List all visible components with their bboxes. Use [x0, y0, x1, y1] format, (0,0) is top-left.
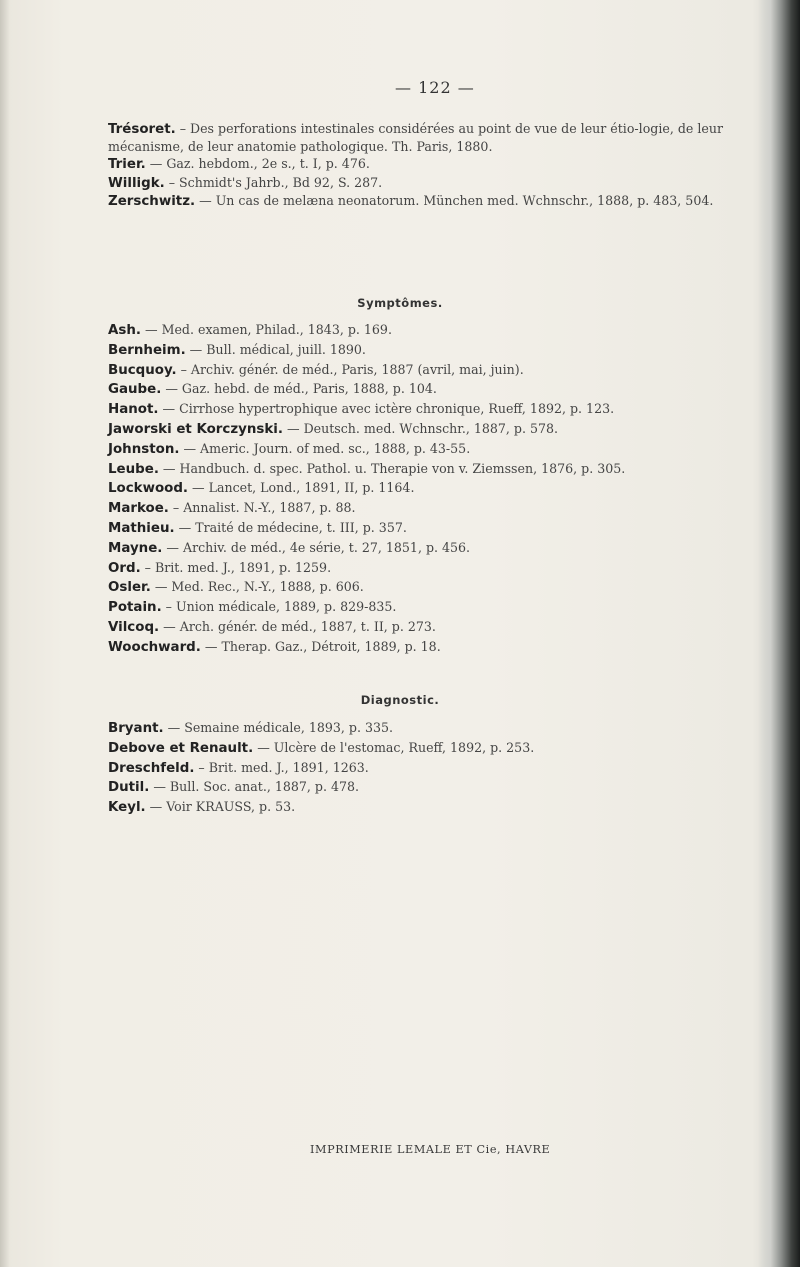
- bibliography-entry: [108, 559, 768, 577]
- entry-author: Vilcoq.: [108, 619, 160, 635]
- entry-citation: — Gaz. hebd. de méd., Paris, 1888, p. 104.: [161, 381, 437, 397]
- entry-citation: — Therap. Gaz., Détroit, 1889, p. 18.: [200, 638, 441, 654]
- entry-citation: – Brit. med. J., 1891, p. 1259.: [140, 559, 332, 575]
- entry-citation: — Cirrhose hypertrophique avec ictère chronique, Rueff, 1892, p. 123.: [158, 401, 615, 417]
- entry-citation: — Lancet, Lond., 1891, II, p. 1164.: [188, 480, 415, 496]
- entry-citation: — Semaine médicale, 1893, p. 335.: [163, 720, 394, 735]
- entry-author: Johnston.: [108, 441, 180, 457]
- entry-citation: – Des perforations intestinales considérées au point de vue de leur étio-logie, de leur mécanisme, de leur anatomie pathologique. Th. Paris, 1880.: [108, 121, 723, 155]
- bibliography-entry: [108, 759, 768, 777]
- entry-author: Gaube.: [108, 382, 162, 398]
- section-heading-symptomes: Symptômes.: [357, 296, 443, 310]
- entry-author: Keyl.: [108, 800, 146, 816]
- entry-citation: – Annalist. N.-Y., 1887, p. 88.: [168, 500, 356, 516]
- entry-citation: — Americ. Journ. of med. sc., 1888, p. 43-55.: [179, 440, 471, 456]
- entry-author: Markoe.: [108, 501, 169, 517]
- bibliography-entry: [108, 598, 768, 616]
- entry-author: Trésoret.: [108, 122, 176, 137]
- entry-citation: – Brit. med. J., 1891, 1263.: [194, 759, 369, 775]
- entry-citation: — Med. Rec., N.-Y., 1888, p. 606.: [150, 579, 364, 595]
- preface-entries: [108, 120, 763, 210]
- entry-author: Willigk.: [108, 175, 165, 191]
- bibliography-entry: [108, 174, 763, 192]
- entry-author: Ord.: [108, 560, 141, 576]
- entry-citation: — Handbuch. d. spec. Pathol. u. Therapie von v. Ziemssen, 1876, p. 305.: [158, 460, 626, 476]
- bibliography-entry: [108, 361, 768, 379]
- bibliography-entry: [108, 380, 768, 398]
- entry-author: Mathieu.: [108, 520, 175, 536]
- bibliography-entry: [108, 798, 768, 816]
- entry-author: Potain.: [108, 600, 162, 616]
- page-number: — 122 —: [395, 78, 475, 97]
- bibliography-entry: [108, 155, 763, 173]
- bibliography-entry: [108, 420, 768, 438]
- entry-author: Debove et Renault.: [108, 740, 254, 756]
- entry-author: Zerschwitz.: [108, 193, 196, 209]
- entry-author: Mayne.: [108, 540, 163, 556]
- bibliography-entry: [108, 120, 763, 155]
- bibliography-entry: [108, 739, 768, 757]
- entry-citation: — Voir KRAUSS, p. 53.: [145, 799, 296, 815]
- symptomes-entries: [108, 321, 768, 658]
- bibliography-entry: [108, 519, 768, 537]
- entry-citation: — Ulcère de l'estomac, Rueff, 1892, p. 253.: [253, 739, 535, 755]
- entry-author: Jaworski et Korczynski.: [108, 421, 283, 437]
- entry-citation: — Traité de médecine, t. III, p. 357.: [174, 519, 407, 535]
- entry-citation: — Deutsch. med. Wchnschr., 1887, p. 578.: [282, 420, 559, 436]
- entry-author: Lockwood.: [108, 481, 189, 497]
- page-left-shadow: [0, 0, 10, 1267]
- bibliography-entry: [108, 499, 768, 517]
- entry-author: Hanot.: [108, 402, 159, 418]
- entry-citation: — Arch. génér. de méd., 1887, t. II, p. 273.: [159, 618, 436, 634]
- entry-citation: — Gaz. hebdom., 2e s., t. I, p. 476.: [145, 156, 370, 172]
- bibliography-entry: [108, 479, 768, 497]
- entry-citation: — Un cas de melæna neonatorum. München med. Wchnschr., 1888, p. 483, 504.: [195, 192, 714, 208]
- diagnostic-entries: [108, 719, 768, 818]
- bibliography-entry: [108, 440, 768, 458]
- entry-citation: – Archiv. génér. de méd., Paris, 1887 (avril, mai, juin).: [176, 361, 524, 377]
- entry-citation: — Bull. Soc. anat., 1887, p. 478.: [149, 779, 359, 795]
- bibliography-entry: [108, 400, 768, 418]
- bibliography-entry: [108, 778, 768, 796]
- entry-citation: — Bull. médical, juill. 1890.: [185, 341, 366, 357]
- entry-author: Dreschfeld.: [108, 760, 195, 776]
- entry-author: Bucquoy.: [108, 362, 177, 378]
- entry-citation: – Schmidt's Jahrb., Bd 92, S. 287.: [164, 174, 383, 190]
- entry-author: Trier.: [108, 157, 146, 173]
- entry-author: Bryant.: [108, 721, 164, 736]
- bibliography-entry: [108, 578, 768, 596]
- bibliography-entry: [108, 719, 768, 737]
- entry-author: Dutil.: [108, 780, 150, 796]
- entry-author: Leube.: [108, 461, 159, 477]
- entry-citation: — Archiv. de méd., 4e série, t. 27, 1851, p. 456.: [162, 539, 471, 555]
- bibliography-entry: [108, 321, 768, 339]
- entry-citation: — Med. examen, Philad., 1843, p. 169.: [140, 322, 392, 337]
- entry-author: Osler.: [108, 580, 151, 596]
- bibliography-entry: [108, 341, 768, 359]
- bibliography-entry: [108, 638, 768, 656]
- entry-author: Woochward.: [108, 639, 201, 655]
- entry-author: Ash.: [108, 323, 141, 338]
- section-heading-diagnostic: Diagnostic.: [360, 693, 440, 707]
- bibliography-entry: [108, 192, 763, 210]
- printer-imprint: IMPRIMERIE LEMALE ET Cie, HAVRE: [310, 1143, 551, 1156]
- bibliography-entry: [108, 539, 768, 557]
- bibliography-entry: [108, 618, 768, 636]
- entry-author: Bernheim.: [108, 342, 186, 358]
- bibliography-entry: [108, 460, 768, 478]
- entry-citation: – Union médicale, 1889, p. 829-835.: [161, 599, 397, 615]
